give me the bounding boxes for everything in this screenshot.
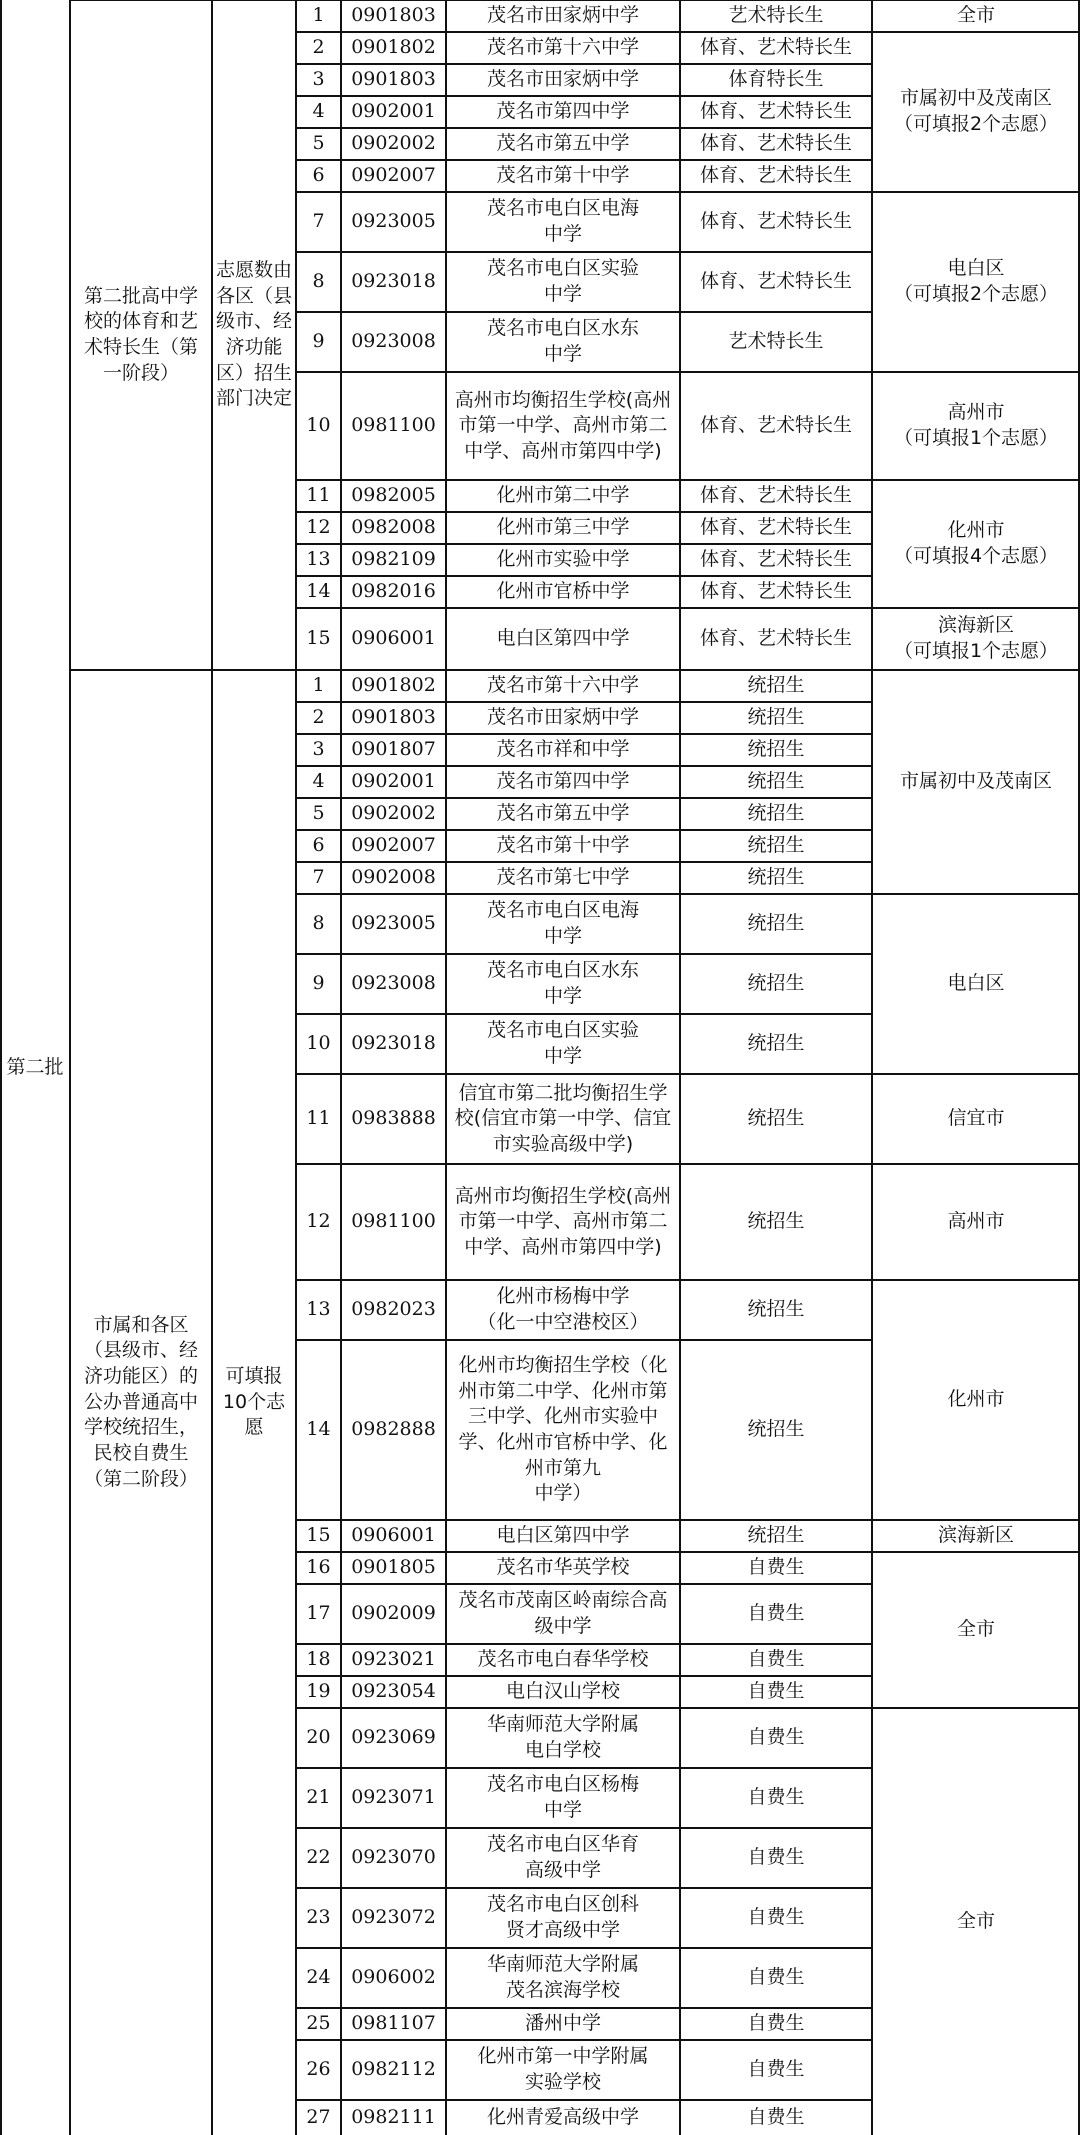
row-number: 3 bbox=[312, 68, 325, 91]
row-number: 1 bbox=[312, 4, 325, 27]
area-cell: 全市 bbox=[956, 4, 995, 27]
school-name: 茂名市电白区实验 中学 bbox=[486, 1019, 639, 1067]
row-number: 26 bbox=[306, 2058, 331, 2081]
row-number: 8 bbox=[312, 270, 325, 293]
row-number: 15 bbox=[306, 1524, 331, 1547]
section-category: 市属和各区（县级市、经济功能区）的公办普通高中学校统招生，民校自费生（第二阶段） bbox=[83, 1313, 198, 1490]
enrollment-type: 自费生 bbox=[747, 2012, 805, 2035]
row-number: 12 bbox=[306, 516, 331, 539]
school-code: 0902002 bbox=[351, 802, 436, 825]
school-code: 0983888 bbox=[351, 1107, 436, 1130]
school-code: 0923008 bbox=[351, 972, 436, 995]
enrollment-type: 统招生 bbox=[747, 1210, 805, 1233]
school-code: 0901803 bbox=[351, 68, 436, 91]
row-number: 8 bbox=[312, 912, 325, 935]
row-number: 17 bbox=[306, 1602, 331, 1625]
section-choice-rule: 志愿数由各区（县级市、经济功能区）招生部门决定 bbox=[215, 259, 292, 410]
row-number: 13 bbox=[306, 1298, 331, 1321]
school-code: 0906001 bbox=[351, 627, 436, 650]
school-code: 0982888 bbox=[351, 1418, 436, 1441]
row-number: 14 bbox=[306, 580, 331, 603]
school-code: 0923070 bbox=[351, 1846, 436, 1869]
school-code: 0902008 bbox=[351, 866, 436, 889]
row-number: 2 bbox=[312, 36, 325, 59]
school-code: 0923018 bbox=[351, 270, 436, 293]
enrollment-type: 体育、艺术特长生 bbox=[699, 36, 852, 59]
school-code: 0923018 bbox=[351, 1032, 436, 1055]
row-number: 7 bbox=[312, 210, 325, 233]
school-name: 茂名市田家炳中学 bbox=[486, 68, 639, 91]
enrollment-type: 体育、艺术特长生 bbox=[699, 627, 852, 650]
area-cell: 全市 bbox=[956, 1618, 995, 1641]
enrollment-type: 体育、艺术特长生 bbox=[699, 132, 852, 155]
enrollment-type: 统招生 bbox=[747, 802, 805, 825]
school-name: 电白汉山学校 bbox=[505, 1680, 620, 1703]
enrollment-type: 体育、艺术特长生 bbox=[699, 580, 852, 603]
enrollment-type: 体育、艺术特长生 bbox=[699, 270, 852, 293]
school-code: 0982109 bbox=[351, 548, 436, 571]
school-code: 0901803 bbox=[351, 4, 436, 27]
school-code: 0902001 bbox=[351, 100, 436, 123]
school-code: 0902009 bbox=[351, 1602, 436, 1625]
row-number: 22 bbox=[306, 1846, 331, 1869]
area-cell: 全市 bbox=[956, 1909, 995, 1932]
row-number: 6 bbox=[312, 164, 325, 187]
area-cell: 市属初中及茂南区 （可填报2个志愿） bbox=[893, 87, 1059, 135]
enrollment-type: 统招生 bbox=[747, 1107, 805, 1130]
row-number: 27 bbox=[306, 2105, 331, 2128]
school-name: 茂名市第七中学 bbox=[496, 866, 630, 889]
row-number: 23 bbox=[306, 1906, 331, 1929]
enrollment-type: 统招生 bbox=[747, 866, 805, 889]
school-code: 0981107 bbox=[351, 2012, 436, 2035]
school-name: 茂名市第五中学 bbox=[496, 802, 630, 825]
school-code: 0902007 bbox=[351, 164, 436, 187]
enrollment-type: 体育、艺术特长生 bbox=[699, 164, 852, 187]
school-code: 0901803 bbox=[351, 706, 436, 729]
row-number: 19 bbox=[306, 1680, 331, 1703]
school-name: 茂名市电白春华学校 bbox=[477, 1648, 649, 1671]
school-name: 茂名市第四中学 bbox=[496, 100, 630, 123]
enrollment-type: 体育、艺术特长生 bbox=[699, 414, 852, 437]
school-name: 茂名市华英学校 bbox=[496, 1556, 630, 1579]
school-code: 0923005 bbox=[351, 210, 436, 233]
enrollment-type: 自费生 bbox=[747, 1786, 805, 1809]
school-name: 茂名市电白区电海 中学 bbox=[486, 899, 639, 947]
school-name: 茂名市茂南区岭南综合高 级中学 bbox=[458, 1589, 668, 1637]
school-name: 化州青爱高级中学 bbox=[486, 2105, 639, 2128]
school-code: 0902001 bbox=[351, 770, 436, 793]
school-code: 0901805 bbox=[351, 1556, 436, 1579]
school-name: 茂名市电白区水东 中学 bbox=[486, 959, 639, 1007]
school-code: 0982112 bbox=[351, 2058, 436, 2081]
enrollment-type: 统招生 bbox=[747, 834, 805, 857]
school-code: 0923054 bbox=[351, 1680, 436, 1703]
enrollment-type: 自费生 bbox=[747, 1556, 805, 1579]
enrollment-type: 体育、艺术特长生 bbox=[699, 516, 852, 539]
enrollment-type: 自费生 bbox=[747, 1966, 805, 1989]
row-number: 10 bbox=[306, 1032, 331, 1055]
school-code: 0982016 bbox=[351, 580, 436, 603]
row-number: 3 bbox=[312, 738, 325, 761]
row-number: 12 bbox=[306, 1210, 331, 1233]
school-code: 0923069 bbox=[351, 1726, 436, 1749]
school-name: 茂名市第十中学 bbox=[496, 164, 630, 187]
school-code: 0923072 bbox=[351, 1906, 436, 1929]
school-name: 茂名市田家炳中学 bbox=[486, 706, 639, 729]
school-code: 0901802 bbox=[351, 674, 436, 697]
enrollment-type: 自费生 bbox=[747, 2058, 805, 2081]
enrollment-type: 艺术特长生 bbox=[728, 4, 824, 27]
enrollment-type: 统招生 bbox=[747, 706, 805, 729]
school-name: 电白区第四中学 bbox=[496, 1524, 630, 1547]
enrollment-type: 统招生 bbox=[747, 972, 805, 995]
school-name: 茂名市第五中学 bbox=[496, 132, 630, 155]
row-number: 1 bbox=[312, 674, 325, 697]
school-code: 0923021 bbox=[351, 1648, 436, 1671]
school-name: 茂名市电白区电海 中学 bbox=[486, 197, 639, 245]
school-name: 茂名市第四中学 bbox=[496, 770, 630, 793]
row-number: 9 bbox=[312, 330, 325, 353]
school-name: 茂名市第十六中学 bbox=[486, 674, 639, 697]
school-name: 化州市均衡招生学校（化 州市第二中学、化州市第 三中学、化州市实验中 学、化州市官桥中学、化 州市第九 中学） bbox=[458, 1354, 668, 1505]
row-number: 21 bbox=[306, 1786, 331, 1809]
row-number: 20 bbox=[306, 1726, 331, 1749]
school-code: 0901802 bbox=[351, 36, 436, 59]
area-cell: 化州市 bbox=[947, 1388, 1005, 1411]
school-name: 化州市官桥中学 bbox=[496, 580, 630, 603]
school-name: 高州市均衡招生学校(高州 市第一中学、高州市第二 中学、高州市第四中学) bbox=[454, 388, 672, 462]
school-name: 茂名市田家炳中学 bbox=[486, 4, 639, 27]
area-cell: 高州市 （可填报1个志愿） bbox=[893, 401, 1059, 449]
batch-label: 第二批 bbox=[6, 1055, 64, 1078]
school-code: 0923008 bbox=[351, 330, 436, 353]
row-number: 25 bbox=[306, 2012, 331, 2035]
enrollment-type: 统招生 bbox=[747, 674, 805, 697]
school-code: 0923005 bbox=[351, 912, 436, 935]
school-name: 茂名市第十六中学 bbox=[486, 36, 639, 59]
school-name: 华南师范大学附属 茂名滨海学校 bbox=[486, 1953, 639, 2001]
enrollment-type: 体育、艺术特长生 bbox=[699, 210, 852, 233]
row-number: 18 bbox=[306, 1648, 331, 1671]
school-name: 茂名市祥和中学 bbox=[496, 738, 630, 761]
section-choice-rule: 可填报 10个志 愿 bbox=[222, 1365, 286, 1439]
enrollment-type: 自费生 bbox=[747, 2105, 805, 2128]
school-code: 0901807 bbox=[351, 738, 436, 761]
enrollment-type: 统招生 bbox=[747, 1298, 805, 1321]
enrollment-type: 统招生 bbox=[747, 1418, 805, 1441]
school-name: 化州市第三中学 bbox=[496, 516, 630, 539]
row-number: 16 bbox=[306, 1556, 331, 1579]
school-name: 茂名市电白区创科 贤才高级中学 bbox=[486, 1893, 639, 1941]
school-name: 信宜市第二批均衡招生学 校(信宜市第一中学、信宜 市实验高级中学) bbox=[454, 1081, 672, 1155]
school-code: 0982005 bbox=[351, 484, 436, 507]
school-code: 0902002 bbox=[351, 132, 436, 155]
school-code: 0906002 bbox=[351, 1966, 436, 1989]
enrollment-type: 体育特长生 bbox=[728, 68, 824, 91]
school-code: 0906001 bbox=[351, 1524, 436, 1547]
school-name: 化州市杨梅中学 （化一中空港校区） bbox=[477, 1285, 649, 1333]
school-name: 茂名市电白区实验 中学 bbox=[486, 257, 639, 305]
area-cell: 高州市 bbox=[947, 1210, 1005, 1233]
row-number: 7 bbox=[312, 866, 325, 889]
row-number: 11 bbox=[306, 1107, 331, 1130]
row-number: 14 bbox=[306, 1418, 331, 1441]
area-cell: 信宜市 bbox=[947, 1107, 1005, 1130]
school-name: 潘州中学 bbox=[524, 2012, 601, 2035]
school-code: 0982023 bbox=[351, 1298, 436, 1321]
enrollment-type: 体育、艺术特长生 bbox=[699, 484, 852, 507]
area-cell: 电白区 bbox=[947, 972, 1005, 995]
school-name: 茂名市电白区水东 中学 bbox=[486, 317, 639, 365]
school-name: 茂名市第十中学 bbox=[496, 834, 630, 857]
area-cell: 滨海新区 bbox=[937, 1524, 1014, 1547]
school-code: 0982008 bbox=[351, 516, 436, 539]
row-number: 15 bbox=[306, 627, 331, 650]
row-number: 10 bbox=[306, 414, 331, 437]
school-name: 高州市均衡招生学校(高州 市第一中学、高州市第二 中学、高州市第四中学) bbox=[454, 1184, 672, 1258]
row-number: 5 bbox=[312, 132, 325, 155]
enrollment-type: 自费生 bbox=[747, 1846, 805, 1869]
school-code: 0981100 bbox=[351, 414, 436, 437]
row-number: 9 bbox=[312, 972, 325, 995]
row-number: 11 bbox=[306, 484, 331, 507]
school-name: 化州市第二中学 bbox=[496, 484, 630, 507]
school-code: 0982111 bbox=[351, 2105, 436, 2128]
enrollment-type: 统招生 bbox=[747, 912, 805, 935]
enrollment-type: 统招生 bbox=[747, 738, 805, 761]
row-number: 13 bbox=[306, 548, 331, 571]
row-number: 2 bbox=[312, 706, 325, 729]
enrollment-type: 自费生 bbox=[747, 1680, 805, 1703]
row-number: 24 bbox=[306, 1966, 331, 1989]
section-category: 第二批高中学校的体育和艺术特长生（第一阶段） bbox=[83, 284, 198, 384]
school-name: 茂名市电白区华育 高级中学 bbox=[486, 1833, 639, 1881]
row-number: 4 bbox=[312, 100, 325, 123]
area-cell: 电白区 （可填报2个志愿） bbox=[893, 257, 1059, 305]
school-code: 0923071 bbox=[351, 1786, 436, 1809]
enrollment-type: 自费生 bbox=[747, 1906, 805, 1929]
school-name: 电白区第四中学 bbox=[496, 627, 630, 650]
enrollment-type: 艺术特长生 bbox=[728, 330, 824, 353]
enrollment-type: 自费生 bbox=[747, 1602, 805, 1625]
row-number: 4 bbox=[312, 770, 325, 793]
area-cell: 化州市 （可填报4个志愿） bbox=[893, 519, 1059, 567]
enrollment-type: 体育、艺术特长生 bbox=[699, 548, 852, 571]
enrollment-type: 统招生 bbox=[747, 1032, 805, 1055]
enrollment-type: 自费生 bbox=[747, 1726, 805, 1749]
school-name: 茂名市电白区杨梅 中学 bbox=[486, 1773, 639, 1821]
school-name: 化州市实验中学 bbox=[496, 548, 630, 571]
school-name: 化州市第一中学附属 实验学校 bbox=[477, 2045, 649, 2093]
area-cell: 市属初中及茂南区 bbox=[899, 770, 1052, 793]
enrollment-type: 自费生 bbox=[747, 1648, 805, 1671]
school-name: 华南师范大学附属 电白学校 bbox=[486, 1713, 639, 1761]
row-number: 5 bbox=[312, 802, 325, 825]
enrollment-type: 统招生 bbox=[747, 1524, 805, 1547]
school-code: 0981100 bbox=[351, 1210, 436, 1233]
enrollment-type: 体育、艺术特长生 bbox=[699, 100, 852, 123]
row-number: 6 bbox=[312, 834, 325, 857]
area-cell: 滨海新区 （可填报1个志愿） bbox=[893, 614, 1059, 662]
school-code: 0902007 bbox=[351, 834, 436, 857]
enrollment-type: 统招生 bbox=[747, 770, 805, 793]
